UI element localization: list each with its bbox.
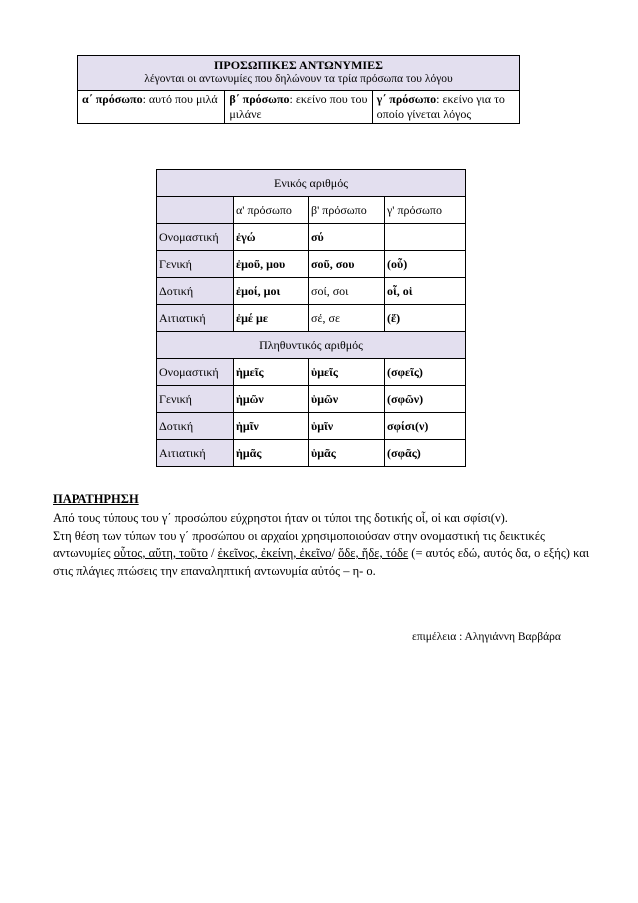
case-label: Γενική — [157, 386, 234, 413]
notes-heading: ΠΑΡΑΤΗΡΗΣΗ — [53, 492, 139, 506]
form-cell: ἡμῖν — [234, 413, 309, 440]
table-row — [157, 440, 466, 467]
form-cell: (οὗ) — [385, 251, 466, 278]
form-cell: (ἕ) — [385, 305, 466, 332]
table-row — [157, 386, 466, 413]
form-cell: ἡμῶν — [234, 386, 309, 413]
case-label: Ονομαστική — [157, 224, 234, 251]
second-person-label: β΄ πρόσωπο — [229, 92, 290, 106]
notes-paragraph-1: Από τους τύπους του γ΄ προσώπου εύχρηστοι ήταν οι τύποι της δοτικής οἷ, οἱ και σφίσι(ν). — [53, 511, 508, 525]
form-cell: ἐγώ — [234, 224, 309, 251]
notes-body — [53, 510, 590, 580]
form-cell: ἡμᾶς — [234, 440, 309, 467]
table-row — [157, 413, 466, 440]
form-cell — [385, 224, 466, 251]
form-cell: (σφᾶς) — [385, 440, 466, 467]
form-cell: σύ — [309, 224, 385, 251]
form-cell: ἡμεῖς — [234, 359, 309, 386]
column-header-third: γ' πρόσωπο — [385, 197, 466, 224]
case-label: Αιτιατική — [157, 305, 234, 332]
page-title: ΠΡΟΣΩΠΙΚΕΣ ΑΝΤΩΝΥΜΙΕΣ — [214, 58, 383, 72]
case-label: Δοτική — [157, 413, 234, 440]
table-row — [157, 224, 466, 251]
notes-text: Στη θέση των τύπων του γ΄ προσώπου οι αρχαίοι χρησιμοποιούσαν στην ονομαστική τις δεικτικές αντωνυμίες — [53, 528, 545, 560]
table-row — [157, 278, 466, 305]
form-cell: οἷ, οἱ — [385, 278, 466, 305]
third-person-text: : εκείνο για το οποίο γίνεται λόγος — [376, 92, 505, 121]
separator: / — [331, 546, 339, 560]
form-cell: ὑμᾶς — [309, 440, 385, 467]
author-credit: επιμέλεια : Αληγιάννη Βαρβάρα — [412, 631, 561, 643]
form-cell: σοῦ, σου — [309, 251, 385, 278]
page-subtitle: λέγονται οι αντωνυμίες που δηλώνουν τα τρία πρόσωπα του λόγου — [144, 73, 453, 85]
table-row — [157, 251, 466, 278]
personal-pronouns-header-table — [77, 55, 520, 124]
first-person-text: : αυτό που μιλά — [142, 92, 218, 106]
corner-cell — [157, 197, 234, 224]
case-label: Ονομαστική — [157, 359, 234, 386]
form-cell: ἐμοί, μοι — [234, 278, 309, 305]
pronoun-declension-table — [156, 169, 466, 467]
notes-paragraph-2 — [53, 528, 590, 581]
form-cell: ὑμεῖς — [309, 359, 385, 386]
case-label: Αιτιατική — [157, 440, 234, 467]
table-row — [157, 359, 466, 386]
case-label: Γενική — [157, 251, 234, 278]
second-person-text: : εκείνο που του μιλάνε — [229, 92, 368, 121]
form-cell: (σφῶν) — [385, 386, 466, 413]
form-cell: σφίσι(ν) — [385, 413, 466, 440]
separator: / — [207, 546, 218, 560]
first-person-cell — [78, 91, 225, 124]
demonstrative-pronoun-1: οὗτος, αὕτη, τοῦτο — [113, 546, 208, 560]
form-cell: (σφεῖς) — [385, 359, 466, 386]
second-person-cell — [225, 91, 372, 124]
form-cell: ἐμέ με — [234, 305, 309, 332]
demonstrative-pronoun-2: ἐκεῖνος, ἐκείνη, ἐκεῖνο — [217, 546, 332, 560]
singular-section-title: Ενικός αριθμός — [157, 170, 466, 197]
form-cell: σοί, σοι — [309, 278, 385, 305]
header-cell — [78, 56, 520, 91]
form-cell: σέ, σε — [309, 305, 385, 332]
third-person-label: γ΄ πρόσωπο — [376, 92, 437, 106]
form-cell: ὑμῶν — [309, 386, 385, 413]
plural-section-title: Πληθυντικός αριθμός — [157, 332, 466, 359]
table-row — [157, 305, 466, 332]
third-person-cell — [372, 91, 519, 124]
column-header-second: β' πρόσωπο — [309, 197, 385, 224]
form-cell: ὑμῖν — [309, 413, 385, 440]
form-cell: ἐμοῦ, μου — [234, 251, 309, 278]
notes-text: (= αυτός εδώ, αυτός δα, ο εξής) και στις πλάγιες πτώσεις την επαναληπτική αντωνυμία αὐτός – η- ο. — [53, 546, 590, 578]
column-header-first: α' πρόσωπο — [234, 197, 309, 224]
case-label: Δοτική — [157, 278, 234, 305]
first-person-label: α΄ πρόσωπο — [82, 92, 143, 106]
demonstrative-pronoun-3: ὅδε, ἥδε, τόδε — [338, 546, 409, 560]
